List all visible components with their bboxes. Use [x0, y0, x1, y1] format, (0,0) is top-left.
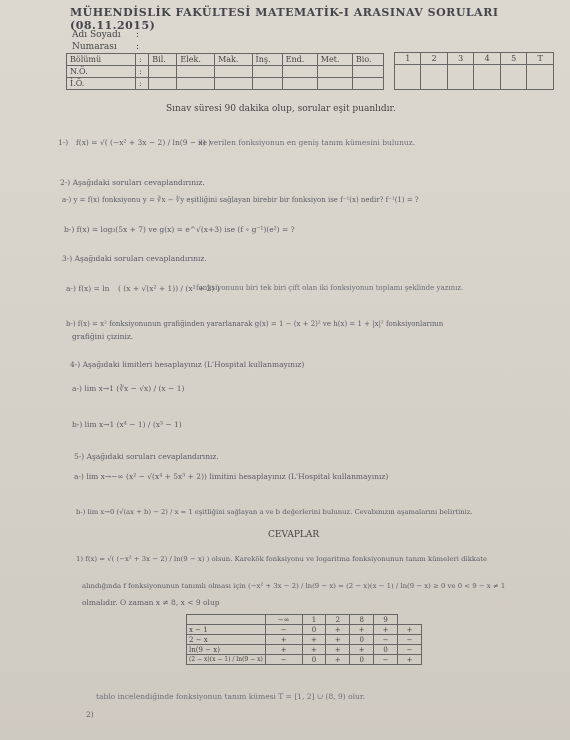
score-table [394, 52, 554, 90]
student-info-table [66, 53, 384, 90]
info-row-department: Bölümü : Bil. Elek. Mak. İnş. End. Met. Bio. [67, 54, 384, 66]
q1-text: ile verilen fonksiyonun en geniş tanım kümesini bulunuz. [198, 138, 416, 147]
q4-heading: 4-) Aşağıdaki limitleri hesaplayınız (L'Hospital kullanmayınız) [70, 360, 305, 369]
row-label: Bölümü [67, 54, 136, 66]
dept-elek: Elek. [177, 54, 215, 66]
score-header: T [527, 53, 554, 65]
answer1-line3: olmalıdır. O zaman x ≠ 8, x < 9 olup [82, 598, 220, 607]
exam-title: MÜHENDİSLİK FAKÜLTESİ MATEMATİK-I ARASINAV SORULARI (08.11.2015) [70, 6, 499, 32]
q4a-text: a-) lim x→1 (∛x − √x) / (x − 1) [72, 384, 185, 393]
q3-heading: 3-) Aşağıdaki soruları cevaplandırınız. [62, 254, 207, 263]
info-row-no: N.Ö. : [67, 66, 384, 78]
dept-bio: Bio. [352, 54, 383, 66]
q4b-text: b-) lim x→1 (x⁴ − 1) / (x³ − 1) [72, 420, 182, 429]
info-row-io: İ.Ö. : [67, 78, 384, 90]
q5a-text: a-) lim x→−∞ (x² − √(x⁴ + 5x³ + 2)) limitini hesaplayınız (L'Hospital kullanmayınız) [74, 472, 389, 481]
q3a-prefix: a-) f(x) = ln [66, 284, 110, 293]
dept-ins: İnş. [252, 54, 282, 66]
answer1-line2: alındığında f fonksiyonunun tanımlı olması için (−x² + 3x − 2) / ln(9 − x) = (2 − x)(x − 1) / ln(9 − x) ≥ 0 ve 0 < 9 − x ≠ 1 [82, 582, 506, 590]
answers-title: CEVAPLAR [268, 530, 320, 540]
sign-row: x − 1 − 0 + + + + [187, 625, 422, 635]
q3b-line1: b-) f(x) = x² fonksiyonunun grafiğinden yararlanarak g(x) = 1 − (x + 2)² ve h(x) = 1 + |x|² fonksiyonlarının [66, 320, 444, 328]
score-header: 4 [474, 53, 500, 65]
q1-number: 1-) [58, 138, 69, 147]
answer2-number: 2) [86, 710, 94, 719]
score-header: 2 [421, 53, 447, 65]
sign-table [186, 614, 422, 665]
answer1-line1: 1) f(x) = √( (−x² + 3x − 2) / ln(9 − x) ) olsun. Karekök fonksiyonu ve logaritma fonksiyonunun tanım kümeleri dikkate [76, 555, 488, 563]
q3a-text: fonksiyonunu biri tek biri çift olan iki fonksiyonun toplamı şeklinde yazınız. [196, 284, 464, 292]
dept-bil: Bil. [149, 54, 177, 66]
dept-mak: Mak. [215, 54, 252, 66]
q3b-line2: grafiğini çiziniz. [72, 332, 134, 341]
sign-row: (2 − x)(x − 1) / ln(9 − x) − 0 + 0 − + [187, 655, 422, 665]
q2b-text: b-) f(x) = log₃(5x + 7) ve g(x) = e^√(x+3) ise (f ∘ g⁻¹)(e²) = ? [64, 225, 295, 234]
q3a-formula: ( (x + √(x² + 1)) / (x² + 2) ) [118, 284, 220, 293]
score-header: 5 [500, 53, 526, 65]
sign-row: 2 − x + + + 0 − − [187, 635, 422, 645]
number-colon: : [136, 42, 140, 52]
q2a-text: a-) y = f(x) fonksiyonu y = ∛x − ∜y eşitliğini sağlayan birebir bir fonksiyon ise f⁻¹(x) nedir? f⁻¹(1) = ? [62, 196, 419, 204]
answer1-conclusion: tablo incelendiğinde fonksiyonun tanım kümesi T = [1, 2] ∪ (8, 9) olur. [96, 692, 365, 701]
name-label: Adı Soyadı [72, 30, 121, 40]
q5b-text: b-) lim x→0 (√(ax + b) − 2) / x = 1 eşitliğini sağlayan a ve b değerlerini bulunuz. Cevabınızın aşamalarını belirtiniz. [76, 508, 473, 516]
row-label: N.Ö. [67, 66, 136, 78]
dept-end: End. [282, 54, 317, 66]
q5-heading: 5-) Aşağıdaki soruları cevaplandırınız. [74, 452, 219, 461]
sign-table-header: −∞ 1 2 8 9 [187, 615, 422, 625]
exam-instructions: Sınav süresi 90 dakika olup, sorular eşit puanlıdır. [166, 104, 396, 114]
q1-formula: f(x) = √( (−x² + 3x − 2) / ln(9 − x) ) [76, 138, 211, 147]
sign-row: ln(9 − x) + + + + 0 − [187, 645, 422, 655]
row-label: İ.Ö. [67, 78, 136, 90]
score-header: 3 [447, 53, 473, 65]
dept-met: Met. [317, 54, 352, 66]
score-header: 1 [395, 53, 421, 65]
name-colon: : [136, 30, 140, 40]
number-label: Numarası [72, 42, 117, 52]
q2-heading: 2-) Aşağıdaki soruları cevaplandırınız. [60, 178, 205, 187]
